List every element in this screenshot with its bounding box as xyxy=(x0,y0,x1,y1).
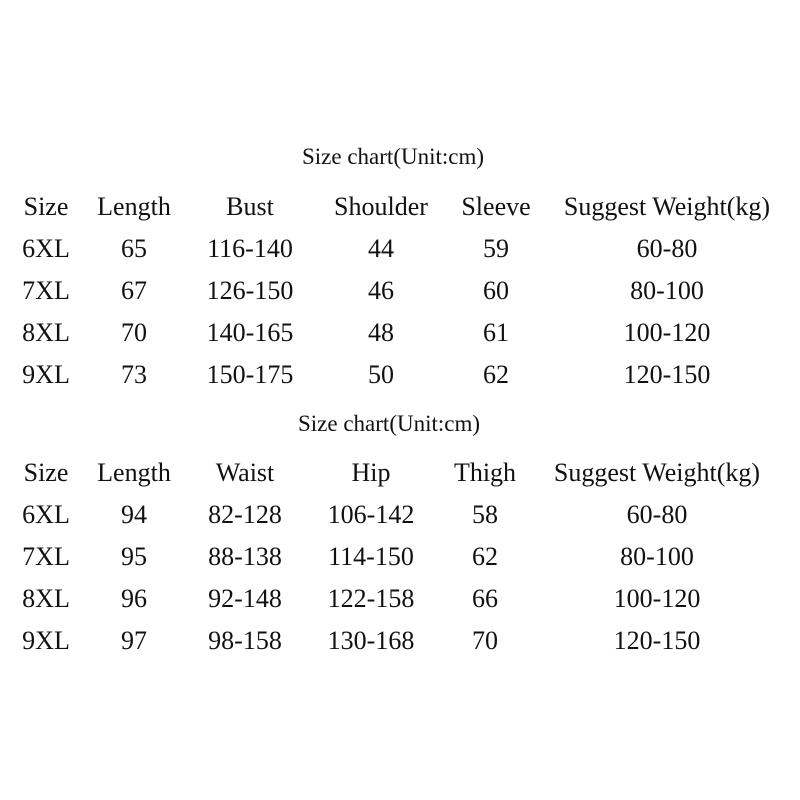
cell-hip: 122-158 xyxy=(327,584,415,613)
header-sleeve: Sleeve xyxy=(461,192,531,221)
cell-suggest-weight: 80-100 xyxy=(630,276,704,305)
cell-sleeve: 59 xyxy=(483,234,509,263)
cell-waist: 82-128 xyxy=(208,500,282,529)
cell-length: 95 xyxy=(121,542,147,571)
header-waist: Waist xyxy=(215,458,275,487)
cell-size: 9XL xyxy=(22,626,70,655)
cell-length: 97 xyxy=(121,626,147,655)
cell-shoulder: 48 xyxy=(368,318,394,347)
cell-size: 6XL xyxy=(22,500,70,529)
cell-suggest-weight: 120-150 xyxy=(623,360,711,389)
cell-waist: 98-158 xyxy=(208,626,282,655)
header-length: Length xyxy=(97,192,171,221)
cell-waist: 92-148 xyxy=(208,584,282,613)
size-chart-title-top: Size chart(Unit:cm) xyxy=(302,144,485,169)
header-suggest-weight: Suggest Weight(kg) xyxy=(563,192,771,221)
size-table-top xyxy=(0,186,800,396)
header-length: Length xyxy=(97,458,171,487)
cell-shoulder: 46 xyxy=(368,276,394,305)
cell-length: 67 xyxy=(121,276,147,305)
cell-length: 65 xyxy=(121,234,147,263)
table-row xyxy=(0,228,800,270)
table-header-row xyxy=(0,452,800,494)
header-size: Size xyxy=(23,192,69,221)
cell-size: 7XL xyxy=(22,276,70,305)
cell-suggest-weight: 100-120 xyxy=(623,318,711,347)
cell-thigh: 70 xyxy=(472,626,498,655)
cell-bust: 126-150 xyxy=(206,276,294,305)
cell-sleeve: 60 xyxy=(483,276,509,305)
cell-sleeve: 61 xyxy=(483,318,509,347)
cell-bust: 140-165 xyxy=(206,318,294,347)
cell-bust: 150-175 xyxy=(206,360,294,389)
cell-bust: 116-140 xyxy=(207,234,293,263)
cell-shoulder: 44 xyxy=(368,234,394,263)
cell-length: 94 xyxy=(121,500,147,529)
header-shoulder: Shoulder xyxy=(334,192,428,221)
cell-size: 9XL xyxy=(22,360,70,389)
cell-thigh: 62 xyxy=(472,542,498,571)
size-chart-title-bottom: Size chart(Unit:cm) xyxy=(298,411,481,436)
table-row xyxy=(0,494,800,536)
cell-thigh: 58 xyxy=(472,500,498,529)
cell-size: 6XL xyxy=(22,234,70,263)
header-bust: Bust xyxy=(226,192,274,221)
header-suggest-weight: Suggest Weight(kg) xyxy=(553,458,761,487)
size-table-bottom xyxy=(0,452,800,662)
cell-waist: 88-138 xyxy=(208,542,282,571)
cell-sleeve: 62 xyxy=(483,360,509,389)
cell-length: 73 xyxy=(121,360,147,389)
table-row xyxy=(0,578,800,620)
cell-hip: 114-150 xyxy=(328,542,414,571)
cell-suggest-weight: 60-80 xyxy=(636,234,698,263)
cell-suggest-weight: 60-80 xyxy=(626,500,688,529)
cell-size: 7XL xyxy=(22,542,70,571)
cell-suggest-weight: 100-120 xyxy=(613,584,701,613)
header-size: Size xyxy=(23,458,69,487)
cell-length: 96 xyxy=(121,584,147,613)
cell-size: 8XL xyxy=(22,584,70,613)
cell-suggest-weight: 80-100 xyxy=(620,542,694,571)
table-row xyxy=(0,536,800,578)
table-row xyxy=(0,354,800,396)
table-row xyxy=(0,620,800,662)
cell-thigh: 66 xyxy=(472,584,498,613)
cell-hip: 106-142 xyxy=(327,500,415,529)
table-header-row xyxy=(0,186,800,228)
header-hip: Hip xyxy=(351,458,391,487)
cell-length: 70 xyxy=(121,318,147,347)
header-thigh: Thigh xyxy=(453,458,517,487)
table-row xyxy=(0,270,800,312)
table-row xyxy=(0,312,800,354)
cell-size: 8XL xyxy=(22,318,70,347)
cell-shoulder: 50 xyxy=(368,360,394,389)
cell-hip: 130-168 xyxy=(327,626,415,655)
cell-suggest-weight: 120-150 xyxy=(613,626,701,655)
